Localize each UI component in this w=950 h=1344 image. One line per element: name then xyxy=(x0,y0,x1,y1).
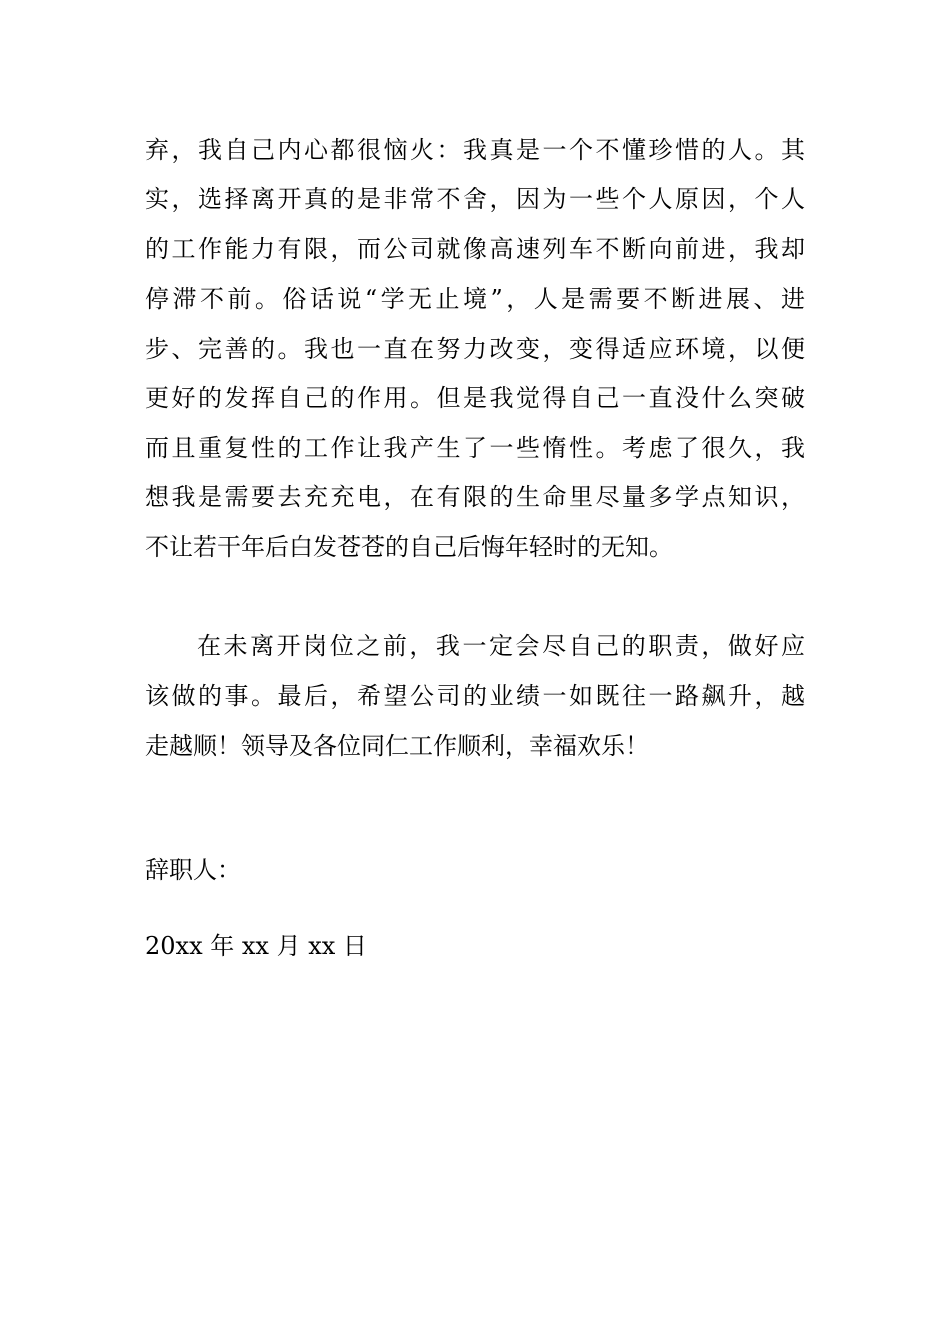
paragraph-2-line-1: 在未离开岗位之前，我一定会尽自己的职责，做好应 xyxy=(197,632,805,660)
paragraph-1-line-5: 步、完善的。我也一直在努力改变，变得适应环境，以便 xyxy=(145,335,805,363)
paragraph-1-line-2: 实，选择离开真的是非常不舍，因为一些个人原因，个人 xyxy=(145,185,805,213)
paragraph-1-line-6: 更好的发挥自己的作用。但是我觉得自己一直没什么突破 xyxy=(145,384,805,412)
paragraph-1-line-1: 弃，我自己内心都很恼火：我真是一个不懂珍惜的人。其 xyxy=(145,136,805,164)
signature-date: 20xx 年 xx 月 xx 日 xyxy=(145,932,367,960)
paragraph-1-line-4: 停滞不前。俗话说“学无止境”，人是需要不断进展、进 xyxy=(145,285,805,313)
paragraph-1-line-8: 想我是需要去充充电，在有限的生命里尽量多学点知识， xyxy=(145,483,805,511)
paragraph-2-line-3: 走越顺！领导及各位同仁工作顺利，幸福欢乐！ xyxy=(145,732,649,760)
signature-label: 辞职人： xyxy=(145,856,241,884)
paragraph-2-line-2: 该做的事。最后，希望公司的业绩一如既往一路飙升，越 xyxy=(145,682,805,710)
paragraph-1-line-9: 不让若干年后白发苍苍的自己后悔年轻时的无知。 xyxy=(145,533,673,561)
paragraph-1-line-3: 的工作能力有限，而公司就像高速列车不断向前进，我却 xyxy=(145,235,805,263)
paragraph-1-line-7: 而且重复性的工作让我产生了一些惰性。考虑了很久，我 xyxy=(145,434,805,462)
